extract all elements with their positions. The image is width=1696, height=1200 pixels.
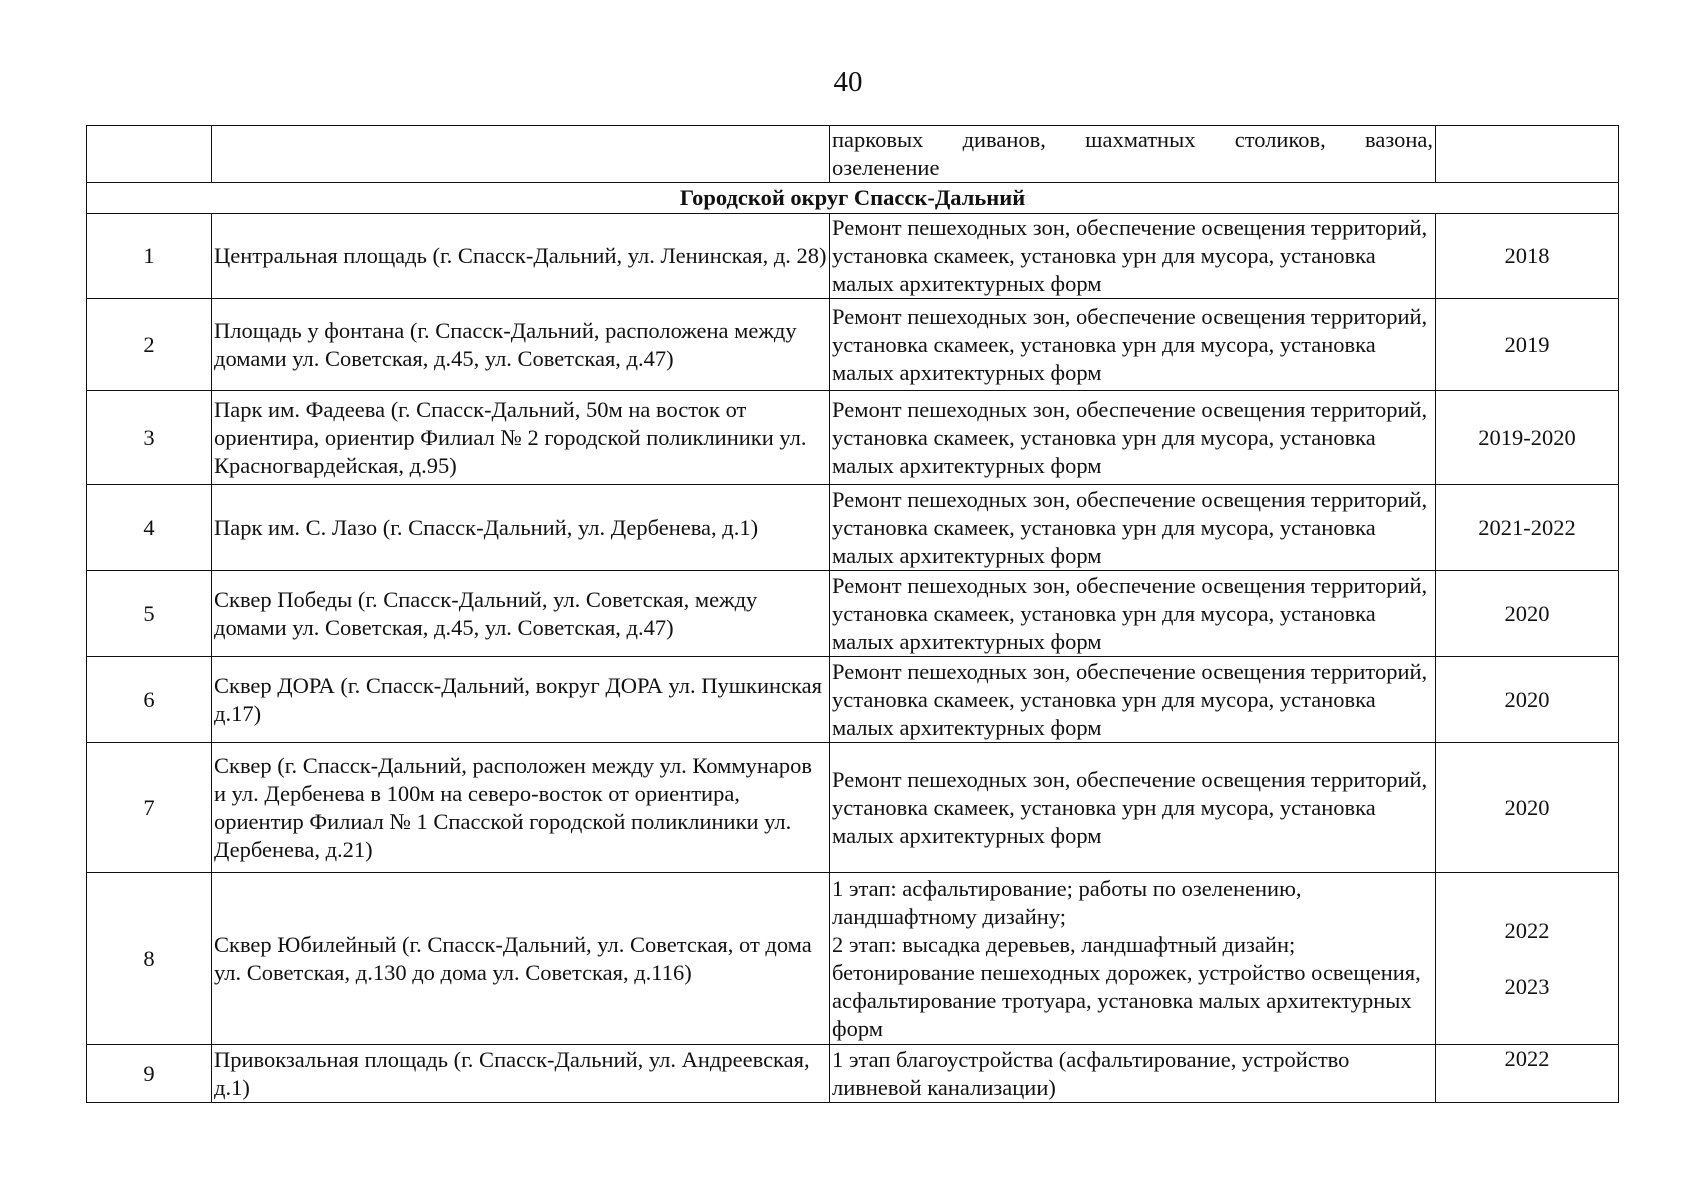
row-number: 5	[87, 571, 212, 657]
row-year-stage-1: 2022	[1504, 917, 1550, 943]
row-year: 2018	[1436, 214, 1619, 299]
row-location: Парк им. Фадеева (г. Спасск-Дальний, 50м на восток от ориентира, ориентир Филиал № 2 городской поликлиники ул. Красногвардейская, д.95)	[212, 391, 830, 485]
improvement-table	[86, 125, 1619, 1103]
table-row	[87, 485, 1619, 571]
row-work: Ремонт пешеходных зон, обеспечение освещения территорий, установка скамеек, установка урн для мусора, установка малых архитектурных форм	[830, 391, 1436, 485]
table-row	[87, 214, 1619, 299]
row-number: 8	[87, 873, 212, 1045]
row-number: 2	[87, 299, 212, 391]
row-work: Ремонт пешеходных зон, обеспечение освещения территорий, установка скамеек, установка урн для мусора, установка малых архитектурных форм	[830, 571, 1436, 657]
table-row	[87, 657, 1619, 743]
table-row	[87, 571, 1619, 657]
table-row	[87, 873, 1619, 1045]
row-location: Парк им. С. Лазо (г. Спасск-Дальний, ул. Дербенева, д.1)	[212, 485, 830, 571]
row-years	[1436, 873, 1619, 1045]
row-year: 2021-2022	[1436, 485, 1619, 571]
row-location: Сквер ДОРА (г. Спасск-Дальний, вокруг ДОРА ул. Пушкинская д.17)	[212, 657, 830, 743]
continued-work-line: парковых диванов, шахматных столиков, вазона,	[832, 127, 1433, 152]
row-location: Привокзальная площадь (г. Спасск-Дальний, ул. Андреевская, д.1)	[212, 1045, 830, 1103]
table-row	[87, 299, 1619, 391]
row-year: 2022	[1436, 1045, 1619, 1103]
cell-work	[830, 126, 1436, 183]
row-location: Площадь у фонтана (г. Спасск-Дальний, расположена между домами ул. Советская, д.45, ул. Советская, д.47)	[212, 299, 830, 391]
row-work: Ремонт пешеходных зон, обеспечение освещения территорий, установка скамеек, установка урн для мусора, установка малых архитектурных форм	[830, 743, 1436, 873]
row-work: 1 этап благоустройства (асфальтирование, устройство ливневой канализации)	[830, 1045, 1436, 1103]
cell-year	[1436, 126, 1619, 183]
row-work: Ремонт пешеходных зон, обеспечение освещения территорий, установка скамеек, установка урн для мусора, установка малых архитектурных форм	[830, 214, 1436, 299]
row-number: 3	[87, 391, 212, 485]
row-number: 1	[87, 214, 212, 299]
table-row	[87, 391, 1619, 485]
row-location: Центральная площадь (г. Спасск-Дальний, ул. Ленинская, д. 28)	[212, 214, 830, 299]
work-stage-1: 1 этап: асфальтирование; работы по озеленению, ландшафтному дизайну;	[832, 875, 1302, 929]
row-work: Ремонт пешеходных зон, обеспечение освещения территорий, установка скамеек, установка урн для мусора, установка малых архитектурных форм	[830, 299, 1436, 391]
row-work: Ремонт пешеходных зон, обеспечение освещения территорий, установка скамеек, установка урн для мусора, установка малых архитектурных форм	[830, 485, 1436, 571]
cell-num	[87, 126, 212, 183]
cell-location	[212, 126, 830, 183]
section-header-row	[87, 183, 1619, 214]
table-row	[87, 1045, 1619, 1103]
row-location: Сквер Юбилейный (г. Спасск-Дальний, ул. Советская, от дома ул. Советская, д.130 до дома ул. Советская, д.116)	[212, 873, 830, 1045]
row-location: Сквер Победы (г. Спасск-Дальний, ул. Советская, между домами ул. Советская, д.45, ул. Советская, д.47)	[212, 571, 830, 657]
row-year-stage-2: 2023	[1504, 973, 1550, 999]
row-number: 4	[87, 485, 212, 571]
row-work	[830, 873, 1436, 1045]
row-year: 2019	[1436, 299, 1619, 391]
row-work: Ремонт пешеходных зон, обеспечение освещения территорий, установка скамеек, установка урн для мусора, установка малых архитектурных форм	[830, 657, 1436, 743]
row-number: 6	[87, 657, 212, 743]
row-year: 2020	[1436, 571, 1619, 657]
row-location: Сквер (г. Спасск-Дальний, расположен между ул. Коммунаров и ул. Дербенева в 100м на северо-восток от ориентира, ориентир Филиал № 1 Спасской городской поликлиники ул. Дербенева, д.21)	[212, 743, 830, 873]
row-number: 7	[87, 743, 212, 873]
row-year: 2019-2020	[1436, 391, 1619, 485]
row-number: 9	[87, 1045, 212, 1103]
row-year: 2020	[1436, 657, 1619, 743]
section-title: Городской округ Спасск-Дальний	[87, 183, 1619, 214]
continuation-row	[87, 126, 1619, 183]
row-year: 2020	[1436, 743, 1619, 873]
work-stage-2: 2 этап: высадка деревьев, ландшафтный дизайн; бетонирование пешеходных дорожек, устройство освещения, асфальтирование тротуара, установка малых архитектурных форм	[832, 931, 1421, 1041]
page-number: 40	[833, 66, 863, 98]
table-row	[87, 743, 1619, 873]
continued-work-line: озеленение	[832, 155, 940, 180]
